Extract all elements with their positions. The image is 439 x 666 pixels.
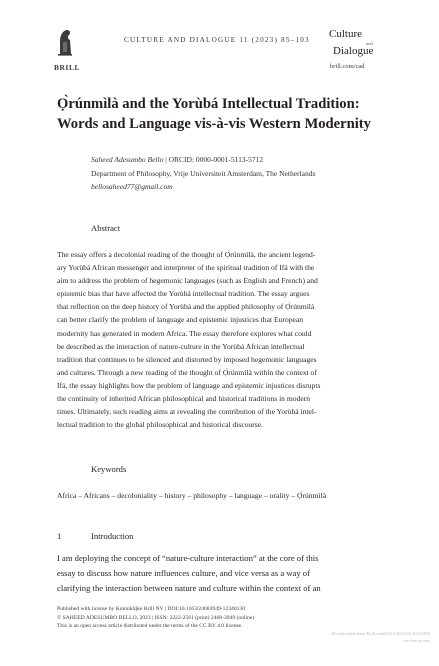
running-head: CULTURE AND DIALOGUE 11 (2023) 85–103 (124, 36, 310, 44)
abstract-line: aim to address the problem of hegemonic languages (such as English and French) and (57, 276, 318, 286)
abstract-heading: Abstract (91, 223, 121, 233)
footer-line: © SAHEED ADESUMBO BELLO, 2023 | ISSN: 2222-2561 (print) 2468-3949 (online) (57, 614, 255, 621)
journal-logo-word-and: and (366, 41, 373, 46)
abstract-line: be described as the interaction of nature-culture in the Yorùbá African intellectual (57, 341, 305, 351)
body-line: I am deploying the concept of “nature-culture interaction” at the core of this (57, 553, 319, 563)
abstract-line: and cultures. Through a new reading of the thought of Ọ̀rúnmìlà within the context of (57, 367, 317, 377)
keywords-heading: Keywords (91, 464, 127, 474)
body-text (57, 551, 384, 595)
section-heading: Introduction (91, 531, 134, 541)
journal-logo-word-dialogue: Dialogue (333, 45, 374, 57)
author-affiliation: Department of Philosophy, Vrije Universiteit Amsterdam, The Netherlands (91, 169, 316, 178)
abstract-line: the continuity of inherited African philosophical and historical traditions in modern (57, 394, 311, 404)
abstract-line: modernity has generated in modern Africa. The essay therefore explores what could (57, 328, 312, 338)
abstract-line: times. Ultimately, such reading aims at revealing the contribution of the Yorùbá intel- (57, 407, 317, 417)
abstract-line: that reflection on the deep history of Yorùbá and the applied philosophy of Ọ̀rúnmìlà (57, 302, 315, 312)
keywords-list: Africa – Africans – decoloniality – history – philosophy – language – orality – Ọ̀rúnmìlà (57, 491, 327, 500)
abstract-line: ary Yorùbá African messenger and interpreter of the spiritual tradition of Ifá with the (57, 263, 315, 273)
abstract-line: Ifá, the essay highlights how the problem of language and epistemic injustices disrupts (57, 380, 321, 390)
abstract-line: tradition that continues to be silenced and distorted by imposed hegemonic languages (57, 354, 317, 364)
abstract-line: lectual tradition to the global philosophical and historical discourse. (57, 420, 264, 430)
footer-line: This is an open access article distributed under the terms of the CC BY 4.0 license. (57, 623, 243, 630)
abstract-line: The essay offers a decolonial reading of the thought of Ọ̀rúnmìlà, the ancient legend- (57, 250, 316, 259)
publisher-name: BRILL (54, 63, 81, 72)
abstract-line: epistemic bias that have affected the Yorùbá intellectual tradition. The essay argues (57, 289, 310, 299)
article-title-line: Ọ̀rúnmìlà and the Yorùbá Intellectual Tradition: (57, 96, 360, 112)
author-name: Saheed Adesumbo Bello (91, 155, 164, 164)
download-stamp (282, 630, 430, 644)
page-footer (57, 605, 254, 631)
body-line: essay to discuss how nature influences culture, and vice versa as a way of (57, 567, 310, 578)
abstract-line: can better clarify the problem of language and epistemic injustices that European (57, 315, 304, 325)
section-number: 1 (57, 531, 62, 541)
stamp-line: Downloaded from Brill.com06/22/2023 03:20:23AM (332, 631, 430, 636)
author-email-link[interactable]: bellosaheed77@gmail.com (91, 182, 173, 191)
journal-logo-word-culture: Culture (329, 28, 362, 40)
stamp-line: via free access (403, 638, 430, 643)
article-title-line: Words and Language vis-à-vis Western Modernity (57, 116, 371, 132)
article-title (57, 94, 387, 134)
author-line (91, 155, 263, 164)
body-line: clarifying the interaction between nature and culture within the context of an (57, 582, 321, 593)
footer-line: Published with license by Koninklijke Brill NV | DOI:10.1163/24683949-12340130 (57, 606, 246, 612)
journal-url-link[interactable]: brill.com/cad (330, 63, 365, 70)
orcid-link[interactable]: | ORCID: 0000-0001-5113-5712 (165, 155, 264, 164)
brill-logo-icon (57, 28, 73, 56)
abstract-body (57, 248, 384, 431)
